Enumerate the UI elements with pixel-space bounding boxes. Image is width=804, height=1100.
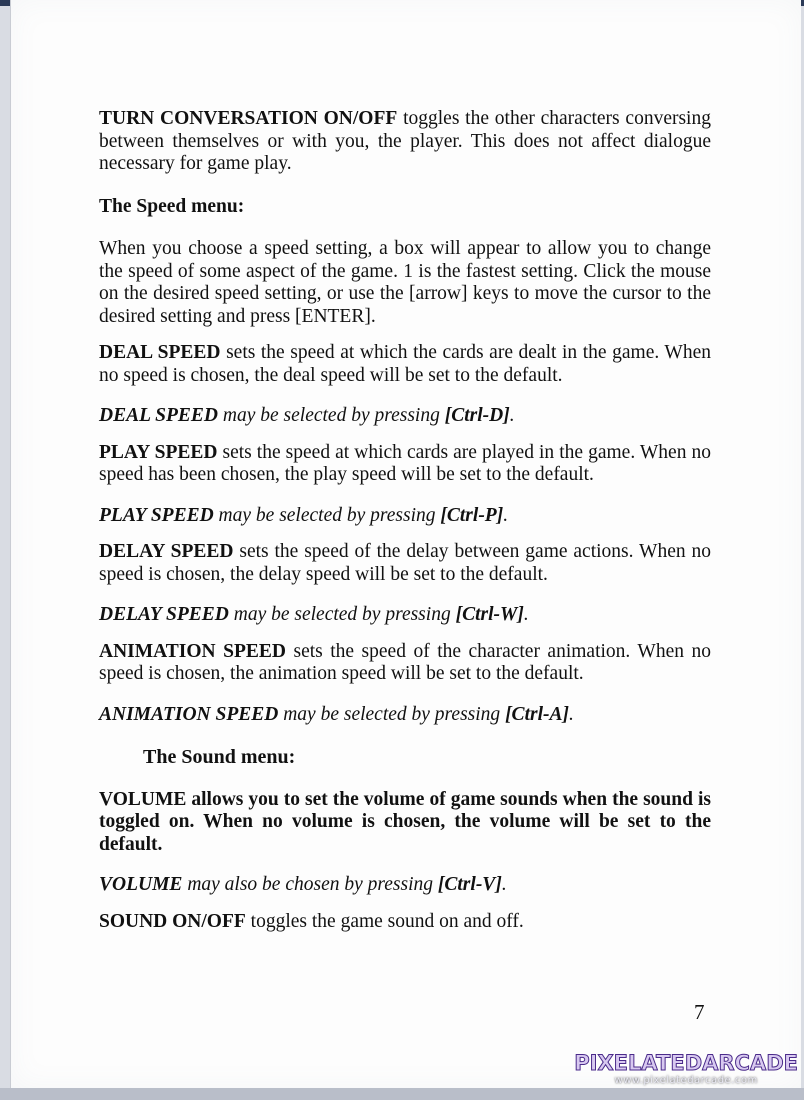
deal-speed-paragraph [99, 342, 711, 387]
delay-speed-shortcut [99, 604, 711, 627]
deal-shortcut-key: [Ctrl-D] [444, 405, 510, 426]
play-shortcut-text: may be selected by pressing [213, 504, 441, 526]
sound-menu-heading: The Sound menu: [143, 746, 296, 768]
watermark-url: www.pixelatedarcade.com [614, 1075, 758, 1086]
deal-shortcut-term: DEAL SPEED [99, 405, 219, 426]
animation-shortcut-key: [Ctrl-A] [505, 703, 569, 725]
sound-onoff-term: SOUND ON/OFF [99, 910, 246, 932]
play-speed-term: PLAY SPEED [99, 441, 218, 463]
volume-shortcut-text: may also be chosen by pressing [182, 874, 438, 895]
volume-shortcut-key: [Ctrl-V] [437, 874, 502, 895]
manual-page [10, 0, 801, 1088]
animation-speed-shortcut [99, 704, 711, 727]
delay-shortcut-term: DELAY SPEED [99, 604, 229, 625]
speed-menu-intro: When you choose a speed setting, a box will appear to allow you to change the speed of some aspect of the game. 1 is the fastest setting. Click the mouse on the desired speed setting, or use the [arrow] keys to move the cursor to the desired setting and press [ENTER]. [99, 238, 711, 327]
speed-menu-heading: The Speed menu: [99, 195, 245, 217]
animation-shortcut-text: may be selected by pressing [278, 703, 506, 725]
deal-speed-shortcut [99, 405, 711, 428]
play-speed-text: sets the speed at which cards are played in the game. When no speed has been chosen, the play speed will be set to the default. [99, 441, 711, 485]
conversation-paragraph [99, 108, 711, 176]
play-speed-shortcut [99, 505, 711, 528]
delay-shortcut-text: may be selected by pressing [228, 604, 456, 625]
deal-speed-text: sets the speed at which the cards are dealt in the game. When no speed is chosen, the deal speed will be set to the default. [99, 342, 711, 386]
volume-shortcut-end: . [501, 874, 507, 895]
delay-shortcut-end: . [523, 604, 529, 625]
conversation-term: TURN CONVERSATION ON/OFF [99, 108, 398, 129]
conversation-text: toggles the other characters conversing between themselves or with you, the player. This does not affect dialogue necessary for game play. [99, 108, 711, 174]
page-content [99, 108, 711, 933]
delay-speed-text: sets the speed of the delay between game actions. When no speed is chosen, the delay speed will be set to the default. [99, 541, 711, 585]
play-speed-paragraph [99, 442, 711, 487]
delay-speed-term: DELAY SPEED [99, 541, 234, 562]
animation-speed-text: sets the speed of the character animation. When no speed is chosen, the animation speed will be set to the default. [99, 640, 711, 684]
watermark-logo: PIXELATEDARCADE [574, 1051, 798, 1075]
deal-shortcut-end: . [509, 405, 515, 426]
animation-shortcut-end: . [568, 703, 574, 725]
deal-speed-term: DEAL SPEED [99, 342, 221, 363]
play-shortcut-term: PLAY SPEED [99, 504, 214, 526]
delay-speed-paragraph [99, 541, 711, 586]
volume-paragraph: VOLUME allows you to set the volume of game sounds when the sound is toggled on. When no volume is chosen, the volume will be set to the default. [99, 788, 711, 855]
deal-shortcut-text: may be selected by pressing [218, 405, 445, 426]
volume-shortcut-term: VOLUME [99, 874, 183, 895]
sound-onoff-text: toggles the game sound on and off. [245, 910, 524, 932]
animation-speed-paragraph [99, 641, 711, 686]
sound-onoff-paragraph [99, 911, 711, 934]
volume-shortcut [99, 874, 711, 897]
animation-speed-term: ANIMATION SPEED [99, 640, 286, 662]
animation-shortcut-term: ANIMATION SPEED [99, 703, 279, 725]
page-number: 7 [694, 1000, 705, 1024]
play-shortcut-key: [Ctrl-P] [440, 504, 504, 526]
delay-shortcut-key: [Ctrl-W] [455, 604, 524, 625]
play-shortcut-end: . [503, 504, 509, 526]
watermark [574, 1051, 798, 1086]
bottom-background-strip [0, 1088, 804, 1100]
